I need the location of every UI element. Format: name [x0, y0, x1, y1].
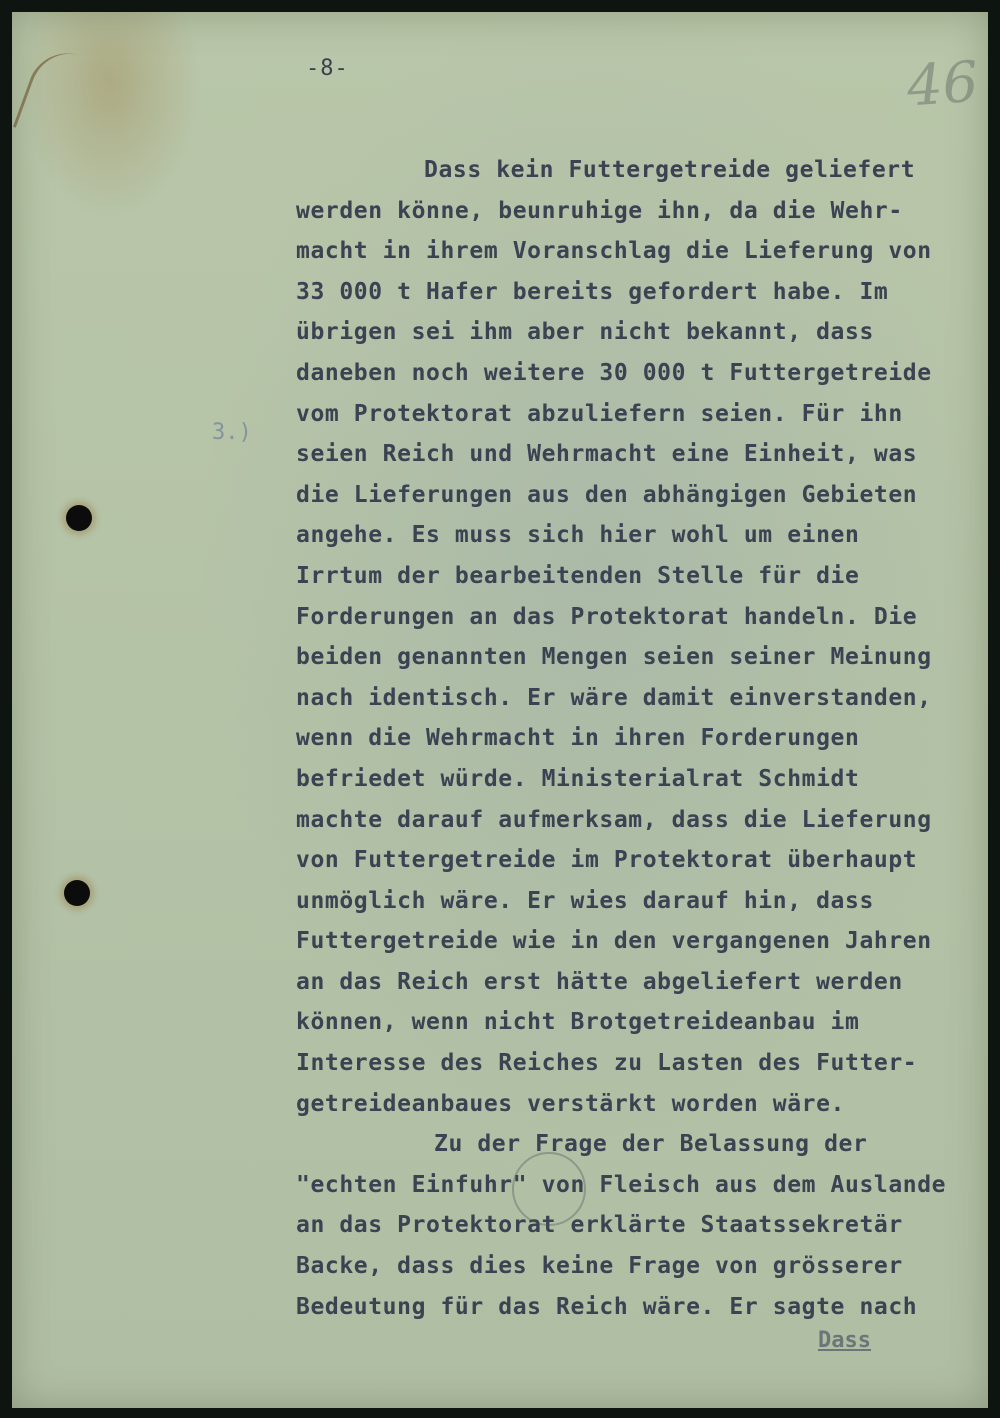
text-line: seien Reich und Wehrmacht eine Einheit, was: [296, 441, 918, 468]
text-line: "echten Einfuhr" von Fleisch aus dem Auslande: [296, 1171, 947, 1198]
margin-mark: 3.): [212, 420, 252, 445]
text-line: befriedet würde. Ministerialrat Schmidt: [296, 765, 860, 792]
text-line: Bedeutung für das Reich wäre. Er sagte nach: [296, 1293, 918, 1320]
text-line: getreideanbaues verstärkt worden wäre.: [296, 1090, 845, 1117]
text-line: von Futtergetreide im Protektorat überhaupt: [296, 847, 918, 874]
text-line: angehe. Es muss sich hier wohl um einen: [296, 522, 860, 549]
corner-stain: [13, 42, 112, 152]
text-line: Backe, dass dies keine Frage von grösserer: [296, 1253, 903, 1280]
body-text: [296, 150, 976, 1327]
text-line: beiden genannten Mengen seien seiner Meinung: [296, 644, 932, 671]
document-page: [12, 12, 988, 1408]
text-line: an das Protektorat erklärte Staatssekretär: [296, 1212, 903, 1239]
text-line: Dass kein Futtergetreide geliefert: [424, 157, 916, 183]
text-line: nach identisch. Er wäre damit einverstanden,: [296, 684, 932, 711]
text-line: daneben noch weitere 30 000 t Futtergetreide: [296, 359, 932, 386]
page-number: -8-: [306, 56, 349, 81]
text-line: Zu der Frage der Belassung der: [434, 1131, 868, 1158]
text-line: übrigen sei ihm aber nicht bekannt, dass: [296, 319, 874, 346]
text-line: Interesse des Reiches zu Lasten des Futter-: [296, 1050, 918, 1077]
text-line: die Lieferungen aus den abhängigen Gebieten: [296, 481, 918, 508]
punch-hole-bottom: [64, 880, 90, 906]
text-line: macht in ihrem Voranschlag die Lieferung von: [296, 238, 932, 265]
folio-number: 46: [904, 49, 981, 120]
text-line: Futtergetreide wie in den vergangenen Jahren: [296, 928, 932, 955]
text-line: an das Reich erst hätte abgeliefert werden: [296, 968, 903, 995]
text-line: vom Protektorat abzuliefern seien. Für ihn: [296, 400, 903, 427]
text-line: 33 000 t Hafer bereits gefordert habe. Im: [296, 278, 889, 305]
catchword: Dass: [818, 1328, 871, 1353]
punch-hole-top: [66, 505, 92, 531]
text-line: können, wenn nicht Brotgetreideanbau im: [296, 1009, 860, 1036]
text-line: werden könne, beunruhige ihn, da die Wehr-: [296, 197, 903, 224]
text-line: Forderungen an das Protektorat handeln. Die: [296, 603, 918, 630]
text-line: wenn die Wehrmacht in ihren Forderungen: [296, 725, 860, 752]
text-line: machte darauf aufmerksam, dass die Lieferung: [296, 806, 932, 833]
text-line: Irrtum der bearbeitenden Stelle für die: [296, 562, 860, 589]
faint-stamp-mark: [512, 1152, 586, 1226]
text-line: unmöglich wäre. Er wies darauf hin, dass: [296, 887, 874, 914]
